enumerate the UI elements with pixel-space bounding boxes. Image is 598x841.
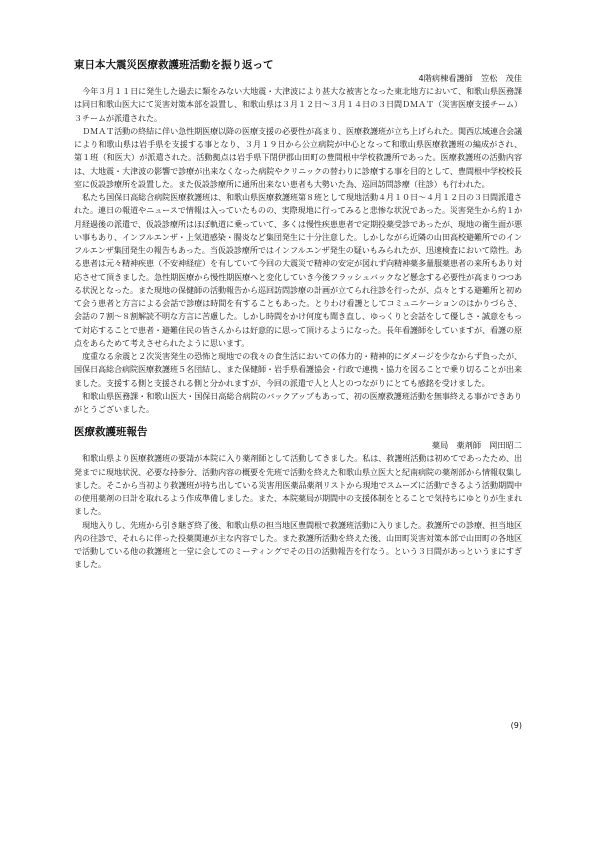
paragraph: 現地入りし、先班から引き継ぎ終了後、和歌山県の担当地区豊間根で救護班活動に入りました。救護所での診療、担当地区内の往診で、それらに伴った投薬関連が主な内容でした。また救護所活動を終えた後、山田町災害対策本部で山田町の各地区で活動している他の救護班と一堂に会してのミーティングでその日の活動報告を行なう。という３日間があっというまにすぎました。: [74, 519, 522, 570]
paragraph: 今年３月１１日に発生した過去に類をみない大地震・大津波により甚大な被害となった東北地方において、和歌山県医務課は同日和歌山医大にて災害対策本部を設置し、和歌山県は３月１２日～３月１４日の３日間ＤＭＡＴ（災害医療支援チーム）３チームが派遣された。: [74, 86, 522, 123]
article-author: 4階病棟看護師 笠松 茂佳: [418, 73, 522, 83]
section-title: 医療救護班報告: [74, 426, 148, 439]
section-author: 薬局 薬剤師 岡田昭二: [431, 440, 522, 451]
document-page: [74, 58, 522, 572]
paragraph: 度重なる余震と２次災害発生の恐怖と現地での我々の食生活においての体力的・精神的にダメージを少なからず負ったが、国保日高総合病院医療救護班５名団結し、また保健師・岩手県看護協会・行政で連携・協力を図ることで乗り切ることが出来ました。支援する側と支援される側と分かれますが、今回の派遣で人と人とのつながりにとても感銘を受けました。: [74, 351, 522, 388]
article-title: 東日本大震災医療救護班活動を振り返って: [74, 59, 274, 71]
section-report: [74, 425, 522, 571]
paragraph: ＤＭＡＴ活動の終結に伴い急性期医療以降の医療支援の必要性が高まり、医療救護班が立ち上げられた。関西広域連合会議により和歌山県は岩手県を支援する事となり、３月１９日から公立病院が中心となって和歌山県医療救護班の編成がされ、第１班（和医大）が派遣された。活動拠点は岩手県下閉伊郡山田町の豊間根中学校救護所であった。医療救護班の活動内容は、大地震・大津波の影響で診療が出来なくなった病院やクリニックの替わりに診療する事を目的として、豊間根中学校校長室に仮設診療所を設置した。また仮設診療所に通所出来ない患者も大勢いた為、巡回訪問診療（往診）も行われた。: [74, 125, 522, 189]
paragraph: 私たち国保日高総合病院医療救護班は、和歌山県医療救護班第８班として現地活動４月１０日～４月１２日の３日間派遣された。連日の報道やニュースで情報は入っていたものの、実際現地に行ってみると悲惨な状況であった。災害発生から約１か月経過後の派遣で、仮設診療所はほぼ軌道に乗っていて、多くは慢性疾患患者で定期投薬受診であったが、現地の衛生面が悪い事もあり、インフルエンザ・上気道感染・腸炎など集団発生に十分注意した。しかしながら近隣の山田高校避難所でのインフルエンザ集団発生の報告もあった。当仮設診療所ではインフルエンザ発生の疑いもみられたが、迅速検査において陰性。ある患者は元々精神疾患（不安神経症）を有していて今回の大震災で精神の安定が図れず向精神薬多量服薬患者の来所もあり対応させて頂きました。急性期医療から慢性期医療へと変化していき今後フラッシュバックなど懸念する必要性が高まりつつある状況となった。また現地の保健師の活動報告から巡回訪問診療の計画が立てられ往診を行ったが、点々とする避難所と初めて会う患者と方言による会話で診療は時間を有することもあった。とりわけ看護としてコミュニケーションのはかりづらさ、会話の７割～８割解読不明な方言に苦慮した。しかし時間をかけ何度も聞き直し、ゆっくりと会話をして優しさ・誠意をもって対応することで患者・避難住民の皆さんからは好意的に思って頂けるようになった。長年看護師をしていますが、看護の原点をあらためて考えさせられたように思います。: [74, 192, 522, 348]
paragraph: 和歌山県より医療救護班の要請が本院に入り薬剤師として活動してきました。私は、救護班活動は初めてであったため、出発までに現地状況、必要な持参分、活動内容の概要を先班で活動を終えた和歌山県立医大と紀南病院の薬剤部から情報収集しました。そこから当初より救護班が持ち出している災害用医薬品薬剤リストから現地でスムーズに活動できるよう活動期間中の使用薬剤の日計を取れるよう作成準備しました。また、本院薬局が期間中の支援体制をとることで気持ちにゆとりが生まれました。: [74, 453, 522, 517]
page-number: (9): [510, 721, 522, 730]
paragraph: 和歌山県医務課・和歌山医大・国保日高総合病院のバックアップもあって、初の医療救護班活動を無事終える事ができありがとうございました。: [74, 390, 522, 414]
